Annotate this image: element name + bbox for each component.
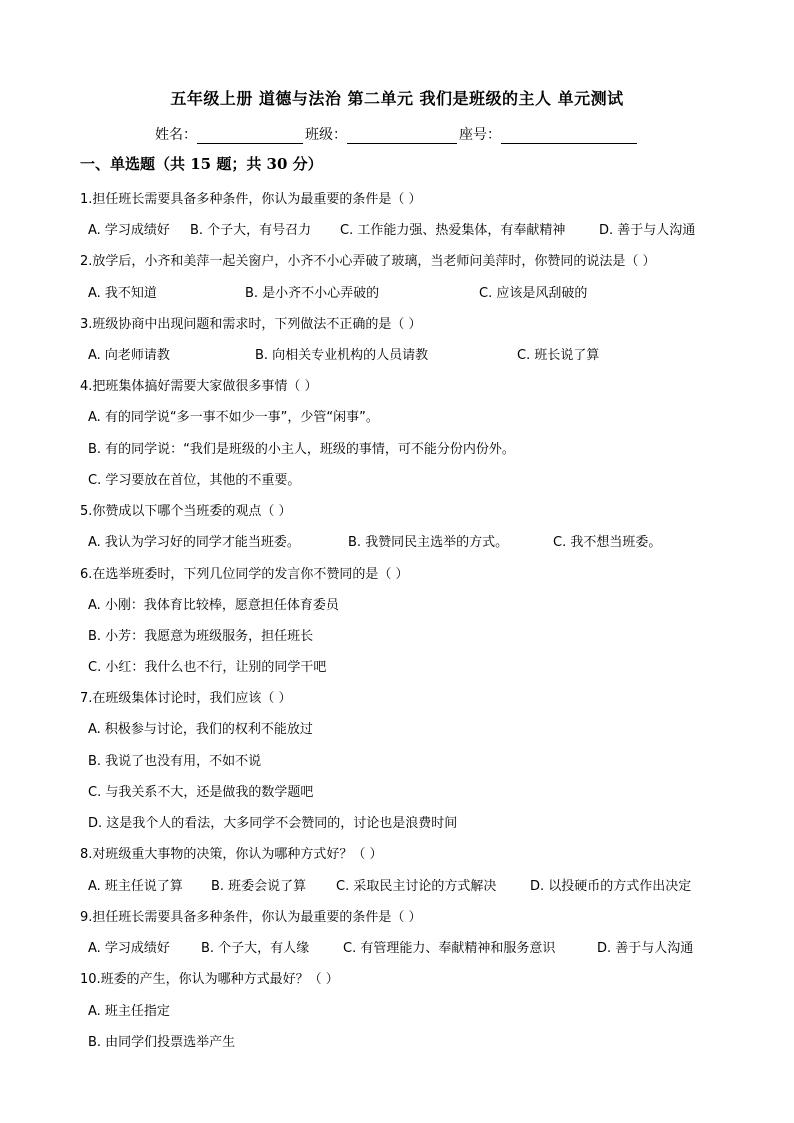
name-label: 姓名： xyxy=(155,127,197,143)
q7-option-b: B. 我说了也没有用，不如不说 xyxy=(88,754,262,769)
class-label: 班级： xyxy=(305,127,347,143)
q8-option-b: B. 班委会说了算 xyxy=(211,879,307,894)
q8-option-d: D. 以投硬币的方式作出决定 xyxy=(530,879,692,894)
q2-option-a: A. 我不知道 xyxy=(88,286,157,301)
question-stem-2: 2.放学后，小齐和美萍一起关窗户，小齐不小心弄破了玻璃，当老师问美萍时，你赞同的说法是（ ） xyxy=(80,254,656,269)
question-stem-9: 9.担任班长需要具备多种条件，你认为最重要的条件是（ ） xyxy=(80,910,422,925)
question-stem-4: 4.把班集体搞好需要大家做很多事情（ ） xyxy=(80,379,318,394)
student-info-row xyxy=(155,124,639,144)
question-stem-10: 10.班委的产生，你认为哪种方式最好？（ ） xyxy=(80,972,339,987)
q5-option-c: C. 我不想当班委。 xyxy=(553,535,662,550)
q3-option-a: A. 向老师请教 xyxy=(88,348,170,363)
q7-option-d: D. 这是我个人的看法，大多同学不会赞同的，讨论也是浪费时间 xyxy=(88,816,458,831)
q5-option-a: A. 我认为学习好的同学才能当班委。 xyxy=(88,535,300,550)
question-stem-5: 5.你赞成以下哪个当班委的观点（ ） xyxy=(80,504,292,519)
q1-option-b: B. 个子大，有号召力 xyxy=(190,223,312,238)
question-stem-1: 1.担任班长需要具备多种条件，你认为最重要的条件是（ ） xyxy=(80,192,422,207)
q8-option-a: A. 班主任说了算 xyxy=(88,879,183,894)
q10-option-a: A. 班主任指定 xyxy=(88,1004,170,1019)
q5-option-b: B. 我赞同民主选举的方式。 xyxy=(348,535,509,550)
question-stem-7: 7.在班级集体讨论时，我们应该（ ） xyxy=(80,691,292,706)
name-blank[interactable] xyxy=(197,128,303,144)
q4-option-a: A. 有的同学说“多一事不如少一事”，少管“闲事”。 xyxy=(88,410,379,425)
q1-option-c: C. 工作能力强、热爱集体，有奉献精神 xyxy=(340,223,566,238)
q1-option-d: D. 善于与人沟通 xyxy=(599,223,696,238)
q4-option-b: B. 有的同学说：“我们是班级的小主人，班级的事情，可不能分份内份外。 xyxy=(88,442,515,457)
q6-option-c: C. 小红：我什么也不行，让别的同学干吧 xyxy=(88,660,327,675)
q10-option-b: B. 由同学们投票选举产生 xyxy=(88,1035,236,1050)
question-stem-3: 3.班级协商中出现问题和需求时，下列做法不正确的是（ ） xyxy=(80,317,422,332)
q3-option-b: B. 向相关专业机构的人员请教 xyxy=(255,348,429,363)
q3-option-c: C. 班长说了算 xyxy=(517,348,600,363)
q9-option-b: B. 个子大，有人缘 xyxy=(201,941,310,956)
q4-option-c: C. 学习要放在首位，其他的不重要。 xyxy=(88,473,301,488)
q2-option-b: B. 是小齐不小心弄破的 xyxy=(245,286,380,301)
section-heading: 一、单选题（共 15 题；共 30 分） xyxy=(80,155,323,173)
q2-option-c: C. 应该是风刮破的 xyxy=(479,286,588,301)
q7-option-c: C. 与我关系不大，还是做我的数学题吧 xyxy=(88,785,314,800)
q9-option-d: D. 善于与人沟通 xyxy=(597,941,694,956)
question-stem-6: 6.在选举班委时，下列几位同学的发言你不赞同的是（ ） xyxy=(80,567,409,582)
q9-option-c: C. 有管理能力、奉献精神和服务意识 xyxy=(343,941,556,956)
q6-option-a: A. 小刚：我体育比较棒，愿意担任体育委员 xyxy=(88,598,339,613)
q6-option-b: B. 小芳：我愿意为班级服务，担任班长 xyxy=(88,629,314,644)
q7-option-a: A. 积极参与讨论，我们的权利不能放过 xyxy=(88,722,313,737)
seat-blank[interactable] xyxy=(501,128,637,144)
seat-label: 座号： xyxy=(459,127,501,143)
page-title: 五年级上册 道德与法治 第二单元 我们是班级的主人 单元测试 xyxy=(170,89,624,108)
question-stem-8: 8.对班级重大事物的决策，你认为哪种方式好？（ ） xyxy=(80,847,383,862)
q1-option-a: A. 学习成绩好 xyxy=(88,223,170,238)
class-blank[interactable] xyxy=(347,128,457,144)
q9-option-a: A. 学习成绩好 xyxy=(88,941,170,956)
q8-option-c: C. 采取民主讨论的方式解决 xyxy=(336,879,497,894)
